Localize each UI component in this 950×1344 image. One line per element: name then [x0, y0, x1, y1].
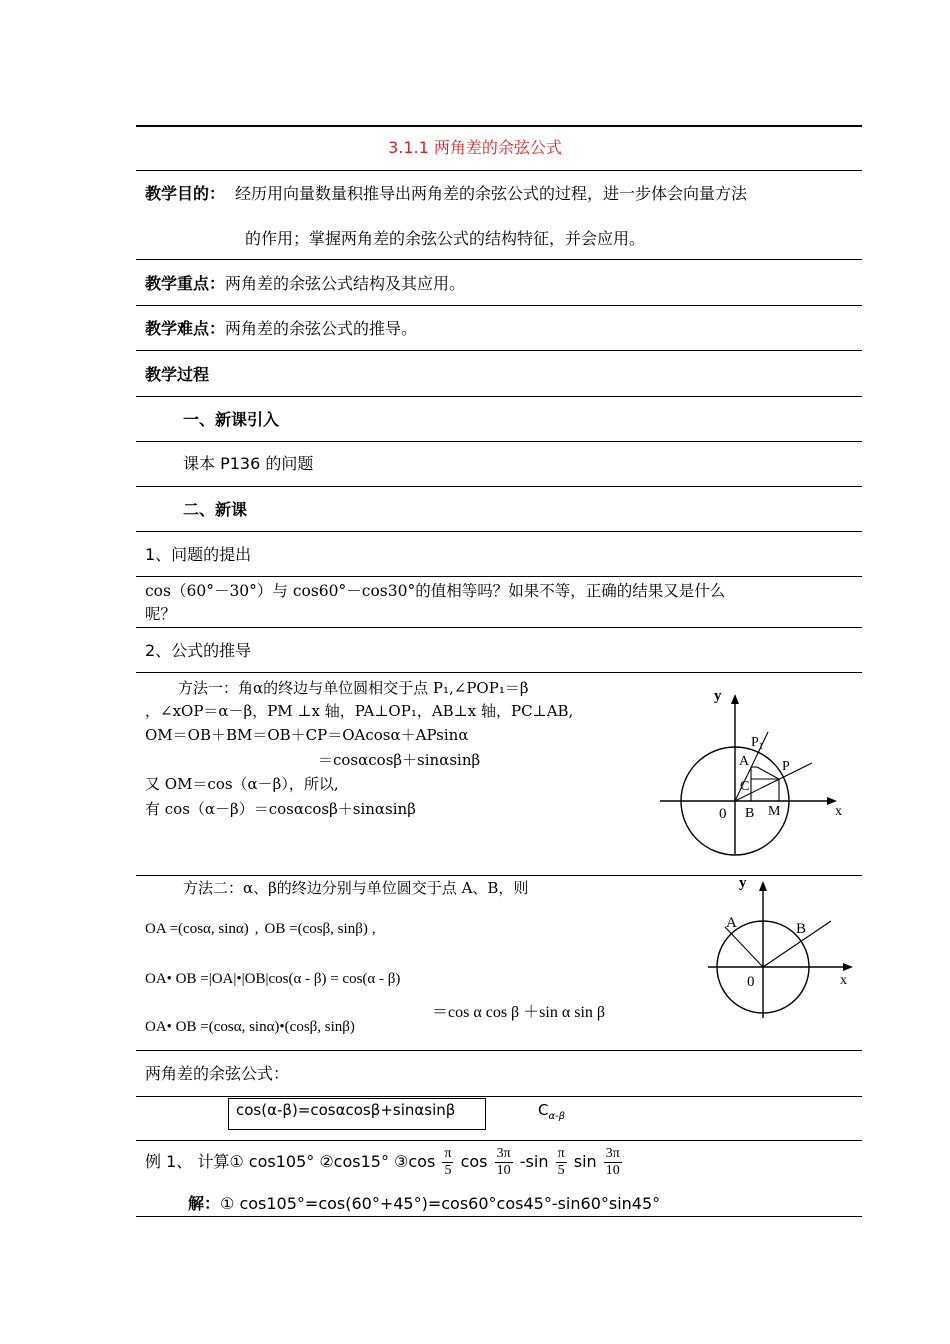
- divider: [136, 170, 862, 171]
- label-y: y: [739, 875, 747, 891]
- example1-mid1: cos: [460, 1152, 488, 1171]
- formula-expression: cos(α-β)=cosαcosβ+sinαsinβ: [236, 1101, 456, 1119]
- eq3-result: ＝cos α cos β ＋sin α sin β: [432, 1004, 606, 1021]
- method1-line4: ＝cosαcosβ＋sinαsinβ: [318, 751, 481, 769]
- method2-line1: 方法二：α、β的终边分别与单位圆交于点 A、B，则: [183, 879, 529, 897]
- divider: [136, 305, 862, 306]
- section1-text: 课本 P136 的问题: [183, 454, 314, 473]
- eq3: OA• OB =(cosα, sinα)•(cosβ, sinβ): [145, 1019, 355, 1035]
- divider: [136, 1216, 862, 1217]
- eq1-oa: OA =(cosα, sinα): [145, 921, 249, 937]
- fraction-4-num: 3π: [605, 1146, 620, 1161]
- process-heading: 教学过程: [145, 365, 210, 384]
- label-c: C: [740, 779, 750, 794]
- key-point: [145, 273, 465, 295]
- divider: [136, 259, 862, 260]
- formula-name: [538, 1099, 565, 1128]
- divider: [136, 486, 862, 487]
- fraction-4: [604, 1146, 622, 1179]
- example1-mid3: sin: [573, 1152, 597, 1171]
- formula-name-main: C: [538, 1101, 549, 1119]
- question-line2: 呢？: [145, 605, 177, 623]
- method1-line3: OM＝OB＋BM＝OB＋CP＝OAcosα＋APsinα: [145, 726, 469, 744]
- fraction-3-den: 5: [557, 1163, 565, 1178]
- fraction-1-den: 5: [444, 1163, 452, 1178]
- label-p1-sub: 1: [758, 741, 764, 751]
- formula-name-sub: α-β: [548, 1111, 566, 1122]
- divider: [136, 350, 862, 351]
- label-p1-main: P: [751, 735, 759, 750]
- x-arrow: [843, 963, 853, 971]
- divider: [136, 396, 862, 397]
- label-y: y: [714, 688, 722, 704]
- fraction-4-den: 10: [605, 1163, 620, 1178]
- label-x: x: [840, 973, 847, 988]
- difficulty-text: 两角差的余弦公式的推导。: [225, 319, 418, 338]
- fraction-3-num: π: [557, 1146, 565, 1161]
- question-heading: 1、问题的提出: [145, 545, 252, 564]
- divider: [136, 441, 862, 442]
- question-line1: cos（60°－30°）与 cos60°－cos30°的值相等吗？如果不等，正确的结果又是什么: [145, 582, 726, 600]
- label-o: 0: [719, 806, 727, 822]
- example1-solution: [188, 1193, 660, 1215]
- objectives-line2: 的作用；掌握两角差的余弦公式的结构特征，并会应用。: [245, 229, 646, 248]
- key-point-text: 两角差的余弦公式结构及其应用。: [225, 274, 466, 293]
- divider: [136, 1096, 862, 1097]
- example1-mid2: -sin: [519, 1152, 549, 1171]
- eq1: OA =(cosα, sinα) , OB =(cosβ, sinβ) ,: [145, 921, 376, 937]
- top-rule: [136, 125, 862, 127]
- section2-heading: 二、新课: [183, 500, 248, 519]
- label-b: B: [745, 806, 755, 821]
- method1-line2: ，∠xOP＝α－β，PM ⊥x 轴，PA⊥OP₁，AB⊥x 轴，PC⊥AB,: [145, 702, 574, 720]
- label-b: B: [796, 921, 807, 937]
- label-p1: [751, 735, 763, 751]
- objectives-line1: [145, 183, 747, 205]
- label-p: P: [782, 759, 790, 774]
- objectives-text: 经历用向量数量积推导出两角差的余弦公式的过程，进一步体会向量方法: [235, 184, 748, 203]
- derivation-heading: 2、公式的推导: [145, 641, 252, 660]
- divider: [136, 672, 862, 673]
- solution-label: 解：: [188, 1194, 221, 1213]
- fraction-2-den: 10: [496, 1163, 511, 1178]
- label-a: A: [739, 754, 750, 769]
- section1-heading: 一、新课引入: [183, 410, 280, 429]
- divider: [136, 531, 862, 532]
- divider: [136, 627, 862, 628]
- difficulty-label: 教学难点：: [145, 319, 226, 338]
- fraction-1: [442, 1146, 453, 1179]
- label-o: 0: [747, 974, 755, 990]
- label-m: M: [768, 804, 781, 819]
- solution-text: ① cos105°=cos(60°+45°)=cos60°cos45°-sin60°sin45°: [220, 1194, 661, 1213]
- difficulty: [145, 318, 417, 340]
- page-title: 3.1.1 两角差的余弦公式: [388, 138, 562, 157]
- unit-circle-figure-1: [655, 682, 855, 862]
- y-arrow: [759, 881, 767, 891]
- ray-oa: [725, 927, 763, 967]
- eq1-ob: OB =(cosβ, sinβ): [264, 921, 368, 937]
- key-point-label: 教学重点：: [145, 274, 226, 293]
- method1-line5: 又 OM＝cos（α－β），所以,: [145, 775, 339, 793]
- divider: [136, 576, 862, 577]
- fraction-3: [556, 1146, 567, 1179]
- objectives-label: 教学目的：: [145, 184, 226, 203]
- label-x: x: [835, 804, 842, 819]
- label-a: A: [726, 915, 737, 931]
- example1-prefix: 例 1、 计算① cos105° ②cos15° ③cos: [145, 1152, 436, 1171]
- unit-circle-figure-2: [703, 873, 863, 1023]
- fraction-2-num: 3π: [496, 1146, 511, 1161]
- segment-pa: [757, 767, 779, 779]
- method1-line1: 方法一：角α的终边与单位圆相交于点 P₁,∠POP₁＝β: [178, 679, 529, 697]
- method1-line6: 有 cos（α－β）＝cosαcosβ＋sinαsinβ: [145, 800, 416, 818]
- formula-heading: 两角差的余弦公式：: [145, 1064, 290, 1083]
- divider: [136, 1050, 862, 1051]
- y-arrow: [731, 694, 739, 704]
- fraction-2: [495, 1146, 513, 1179]
- fraction-1-num: π: [444, 1146, 452, 1161]
- example1-line: [145, 1145, 624, 1179]
- eq2: OA• OB =|OA|•|OB|cos(α - β) = cos(α - β): [145, 971, 401, 987]
- divider: [136, 1140, 862, 1141]
